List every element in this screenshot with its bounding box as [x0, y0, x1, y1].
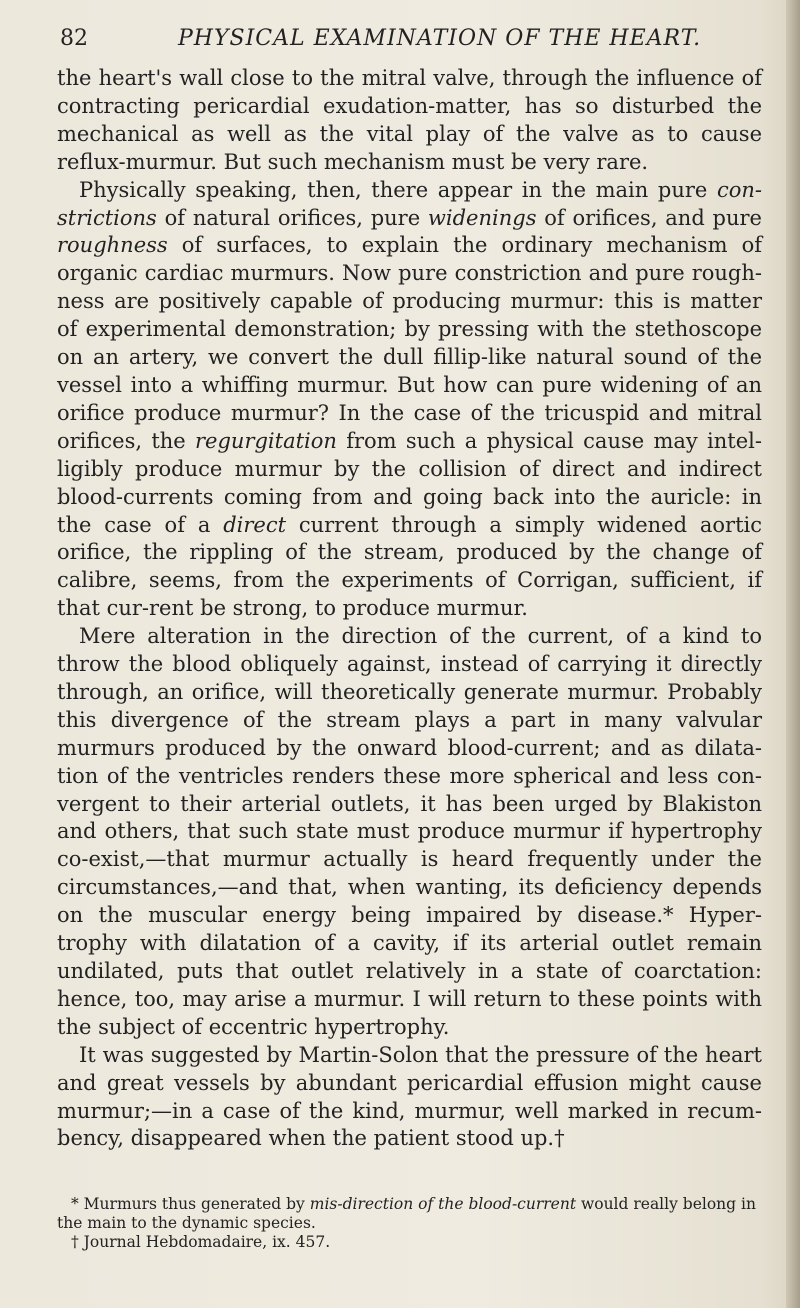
paragraph-text: current through a simply widened aortic orifice, the rippling of the stream, produced by the change of calibre, seems, from the experiments of Corrigan, sufficient, if that cur-rent be strong, to produce murmur.	[57, 512, 762, 621]
paragraph-1	[57, 65, 762, 177]
paragraph-text: of orifices, and pure	[536, 205, 762, 230]
paragraph-text: of natural orifices, pure	[156, 205, 428, 230]
footnote-text: † Journal Hebdomadaire, ix. 457.	[71, 1233, 331, 1251]
footnotes	[57, 1195, 762, 1252]
footnote-1	[57, 1195, 762, 1233]
page-header	[60, 26, 760, 60]
paragraph-4	[57, 1042, 762, 1154]
emphasis: widenings	[427, 205, 537, 230]
paragraph-3	[57, 623, 762, 1042]
paragraph-2	[57, 177, 762, 624]
body-text	[57, 65, 762, 1153]
paragraph-text: It was suggested by Martin-Solon that the pressure of the heart and great vessels by abundant pericardial effusion might cause murmur;—in a case of the kind, murmur, well marked in recum-bency, disappeared when the patient stood up.†	[57, 1042, 762, 1151]
paragraph-text: Physically speaking, then, there appear in the main pure	[79, 177, 717, 202]
page-edge	[786, 0, 800, 1308]
emphasis: direct	[223, 512, 287, 537]
footnote-text: * Murmurs thus generated by	[71, 1195, 310, 1213]
paragraph-text: from such a physical cause may intel-ligibly produce murmur by the collision of direct and indirect blood-currents coming from and going back into the auricle: in the case of a	[57, 428, 762, 537]
paragraph-text: the heart's wall close to the mitral valve, through the influence of contracting pericardial exudation-matter, has so disturbed the mechanical as well as the vital play of the valve as to cause reflux-murmur. But such mechanism must be very rare.	[57, 66, 762, 174]
page-number: 82	[60, 26, 88, 51]
paragraph-text: Mere alteration in the direction of the current, of a kind to throw the blood obliquely against, instead of carrying it directly through, an orifice, will theoretically generate murmur. Probably this divergence of the stream plays a part in many valvular murmurs produced by the onward blood-current; and as dilata-tion of the ventricles renders these more spherical and less con-vergent to their arterial outlets, it has been urged by Blakiston and others, that such state must produce murmur if hypertrophy co-exist,—that murmur actually is heard frequently under the circumstances,—and that, when wanting, its deficiency depends on the muscular energy being impaired by disease.* Hyper-trophy with dilatation of a cavity, if its arterial outlet remain undilated, puts that outlet relatively in a state of coarctation: hence, too, may arise a murmur. I will return to these points with the subject of eccentric hypertrophy.	[57, 624, 762, 1039]
emphasis: con-strictions	[57, 177, 762, 230]
footnote-text: would really belong in the main to the dynamic species.	[57, 1195, 756, 1232]
footnote-2	[57, 1233, 762, 1252]
paragraph-text: of surfaces, to explain the ordinary mechanism of organic cardiac murmurs. Now pure constriction and pure rough-ness are positively capable of producing murmur: this is matter of experimental demonstration; by pressing with the stethoscope on an artery, we convert the dull fillip-like natural sound of the vessel into a whiffing murmur. But how can pure widening of an orifice produce murmur? In the case of the tricuspid and mitral orifices, the	[57, 233, 762, 453]
running-head: PHYSICAL EXAMINATION OF THE HEART.	[178, 26, 702, 51]
emphasis: roughness	[57, 233, 168, 258]
emphasis: regurgitation	[195, 428, 337, 453]
footnote-emphasis: mis-direction of the blood-current	[309, 1195, 577, 1213]
